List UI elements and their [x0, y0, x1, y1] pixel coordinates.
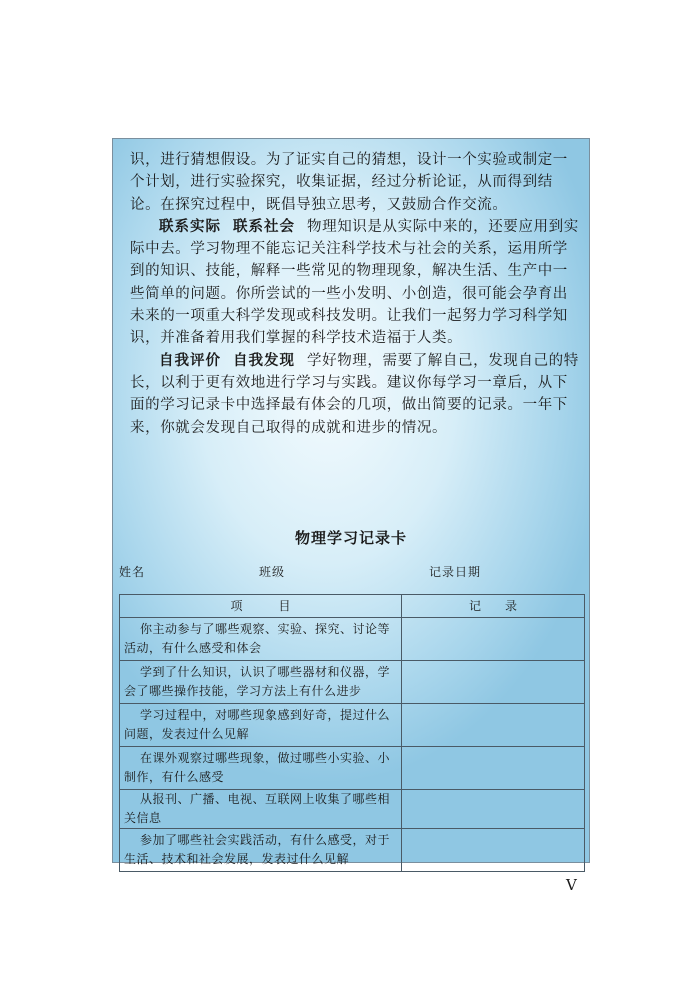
- date-label: 记录日期: [429, 565, 482, 579]
- record-card-fields: [119, 563, 585, 583]
- keyword-self-discovery: 自我发现: [233, 352, 295, 369]
- row-item-text: 学到了什么知识，认识了哪些器材和仪器，学会了哪些操作技能，学习方法上有什么进步: [124, 665, 391, 698]
- row-item-text: 在课外观察过哪些现象，做过哪些小实验、小制作，有什么感受: [124, 751, 391, 784]
- record-cell[interactable]: [402, 618, 585, 661]
- paragraph-3: [130, 350, 582, 439]
- row-item-text: 你主动参与了哪些观察、实验、探究、讨论等活动，有什么感受和体会: [124, 622, 391, 655]
- paragraph-2-text: 物理知识是从实际中来的，还要应用到实际中去。学习物理不能忘记关注科学技术与社会的关系，运用所学到的知识、技能，解释一些常见的物理现象，解决生活、生产中一些简单的问题。你所尝试的一些小发明、小创造，很可能会孕育出未来的一项重大科学发现或科技发明。让我们一起努力学习科学知识，并准备着用我们掌握的科学技术造福于人类。: [130, 218, 579, 347]
- table-header-row: [120, 595, 585, 618]
- row-item-text: 从报刊、广播、电视、互联网上收集了哪些相关信息: [124, 792, 391, 825]
- keyword-society: 联系社会: [233, 218, 295, 235]
- table-row: [120, 747, 585, 790]
- paragraph-1: 识，进行猜想假设。为了证实自己的猜想，设计一个实验或制定一个计划，进行实验探究，收集证据，经过分析论证，从而得到结论。在探究过程中，既倡导独立思考，又鼓励合作交流。: [130, 152, 568, 213]
- body-text: [130, 149, 582, 439]
- keyword-practice: 联系实际: [159, 218, 221, 235]
- record-card-title: 物理学习记录卡: [294, 529, 407, 547]
- name-label: 姓名: [119, 565, 146, 579]
- content-panel: [112, 138, 590, 866]
- table-row: [120, 829, 585, 872]
- record-cell[interactable]: [402, 829, 585, 872]
- paragraph-3-text: 学好物理，需要了解自己，发现自己的特长，以利于更有效地进行学习与实践。建议你每学习一章后，从下面的学习记录卡中选择最有体会的几项，做出简要的记录。一年下来，你就会发现自己取得的成就和进步的情况。: [130, 352, 579, 436]
- table-row: [120, 790, 585, 829]
- paragraph-2: [130, 216, 582, 350]
- record-cell[interactable]: [402, 747, 585, 790]
- column-header-record: 记 录: [402, 595, 585, 618]
- page-number: V: [566, 876, 577, 894]
- record-cell[interactable]: [402, 790, 585, 829]
- column-header-item: 项 目: [120, 595, 402, 618]
- class-label: 班级: [259, 565, 286, 579]
- record-table: [119, 594, 585, 872]
- table-row: [120, 704, 585, 747]
- keyword-self-evaluation: 自我评价: [159, 352, 221, 369]
- row-item-text: 参加了哪些社会实践活动，有什么感受，对于生活、技术和社会发展，发表过什么见解: [124, 833, 391, 866]
- record-cell[interactable]: [402, 661, 585, 704]
- record-cell[interactable]: [402, 704, 585, 747]
- table-row: [120, 618, 585, 661]
- table-row: [120, 661, 585, 704]
- row-item-text: 学习过程中，对哪些现象感到好奇，提过什么问题，发表过什么见解: [124, 708, 391, 741]
